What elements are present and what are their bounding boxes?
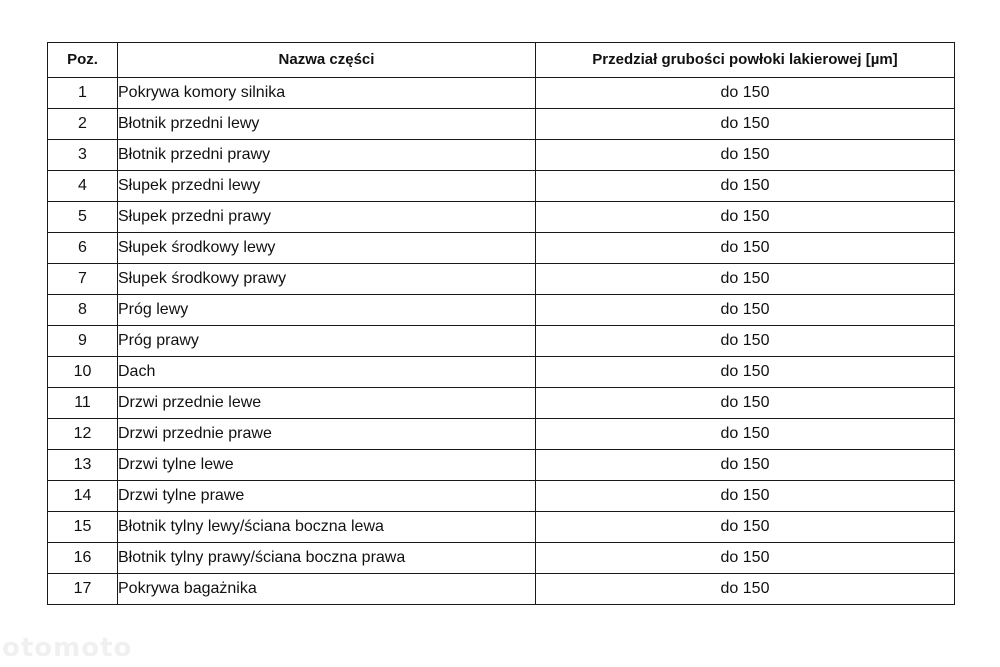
- cell-part-name: Próg lewy: [118, 295, 536, 326]
- cell-position: 5: [48, 202, 118, 233]
- cell-position: 16: [48, 543, 118, 574]
- cell-thickness-range: do 150: [536, 357, 955, 388]
- table-row: [48, 140, 955, 171]
- header-thickness-range: Przedział grubości powłoki lakierowej [µm]: [536, 43, 955, 78]
- cell-part-name: Pokrywa bagażnika: [118, 574, 536, 605]
- cell-position: 7: [48, 264, 118, 295]
- cell-thickness-range: do 150: [536, 202, 955, 233]
- cell-thickness-range: do 150: [536, 109, 955, 140]
- cell-thickness-range: do 150: [536, 264, 955, 295]
- cell-position: 4: [48, 171, 118, 202]
- table-row: [48, 326, 955, 357]
- cell-position: 3: [48, 140, 118, 171]
- cell-part-name: Drzwi przednie prawe: [118, 419, 536, 450]
- cell-part-name: Pokrywa komory silnika: [118, 78, 536, 109]
- cell-thickness-range: do 150: [536, 171, 955, 202]
- cell-position: 17: [48, 574, 118, 605]
- cell-part-name: Błotnik przedni prawy: [118, 140, 536, 171]
- cell-position: 13: [48, 450, 118, 481]
- cell-position: 9: [48, 326, 118, 357]
- cell-part-name: Próg prawy: [118, 326, 536, 357]
- cell-part-name: Drzwi tylne prawe: [118, 481, 536, 512]
- cell-part-name: Błotnik tylny lewy/ściana boczna lewa: [118, 512, 536, 543]
- table-row: [48, 388, 955, 419]
- table-row: [48, 233, 955, 264]
- table-row: [48, 78, 955, 109]
- cell-thickness-range: do 150: [536, 512, 955, 543]
- cell-part-name: Dach: [118, 357, 536, 388]
- header-part-name: Nazwa części: [118, 43, 536, 78]
- table-row: [48, 264, 955, 295]
- table-row: [48, 295, 955, 326]
- cell-position: 15: [48, 512, 118, 543]
- table-row: [48, 202, 955, 233]
- cell-position: 2: [48, 109, 118, 140]
- cell-thickness-range: do 150: [536, 78, 955, 109]
- cell-part-name: Słupek środkowy prawy: [118, 264, 536, 295]
- cell-thickness-range: do 150: [536, 543, 955, 574]
- cell-position: 6: [48, 233, 118, 264]
- table-row: [48, 543, 955, 574]
- cell-position: 12: [48, 419, 118, 450]
- cell-position: 11: [48, 388, 118, 419]
- cell-position: 1: [48, 78, 118, 109]
- header-position: Poz.: [48, 43, 118, 78]
- cell-position: 10: [48, 357, 118, 388]
- cell-thickness-range: do 150: [536, 140, 955, 171]
- cell-thickness-range: do 150: [536, 450, 955, 481]
- cell-thickness-range: do 150: [536, 233, 955, 264]
- paint-thickness-table: [47, 42, 955, 605]
- cell-part-name: Błotnik tylny prawy/ściana boczna prawa: [118, 543, 536, 574]
- table-row: [48, 419, 955, 450]
- cell-thickness-range: do 150: [536, 388, 955, 419]
- cell-position: 8: [48, 295, 118, 326]
- table-row: [48, 357, 955, 388]
- cell-thickness-range: do 150: [536, 326, 955, 357]
- table-row: [48, 171, 955, 202]
- table-body: [48, 78, 955, 605]
- table-row: [48, 512, 955, 543]
- table-row: [48, 450, 955, 481]
- table-row: [48, 574, 955, 605]
- cell-part-name: Słupek środkowy lewy: [118, 233, 536, 264]
- table-row: [48, 109, 955, 140]
- table-header-row: [48, 43, 955, 78]
- cell-part-name: Słupek przedni prawy: [118, 202, 536, 233]
- cell-part-name: Błotnik przedni lewy: [118, 109, 536, 140]
- cell-part-name: Drzwi tylne lewe: [118, 450, 536, 481]
- cell-thickness-range: do 150: [536, 574, 955, 605]
- cell-position: 14: [48, 481, 118, 512]
- cell-thickness-range: do 150: [536, 419, 955, 450]
- cell-part-name: Słupek przedni lewy: [118, 171, 536, 202]
- cell-thickness-range: do 150: [536, 295, 955, 326]
- cell-thickness-range: do 150: [536, 481, 955, 512]
- cell-part-name: Drzwi przednie lewe: [118, 388, 536, 419]
- table-row: [48, 481, 955, 512]
- watermark-logo: otomoto: [2, 633, 133, 663]
